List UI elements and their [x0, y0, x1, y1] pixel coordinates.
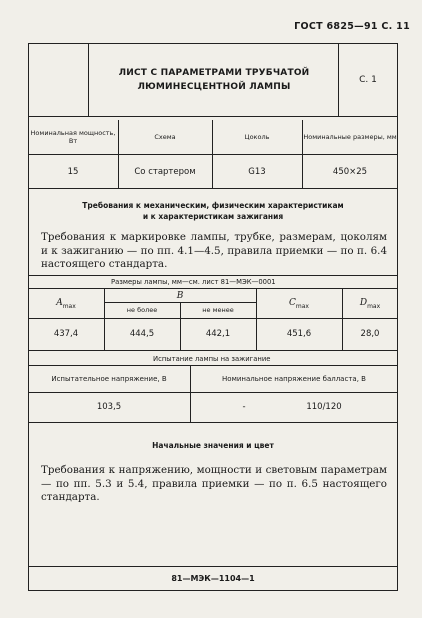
- column-d-max: [343, 290, 397, 318]
- column-d-symbol: D: [359, 298, 368, 309]
- table2-top-rule: [29, 275, 397, 276]
- table2-bottom-rule: [29, 350, 397, 351]
- value-base: G13: [248, 167, 266, 177]
- table3-divider: [190, 365, 191, 422]
- table3-header-rule: [29, 392, 397, 393]
- page-header: ГОСТ 6825—91 С. 11: [294, 21, 410, 32]
- value-ballast-voltage: 110/120: [306, 402, 342, 412]
- marking-requirements-paragraph: Требования к маркировке лампы, трубке, размерам, цоколям и к зажиганию — по пп. 4.1—4.5, правила приемки — по п. 6.4 настоящего стандарта.: [41, 231, 387, 270]
- column-b-max-header: не более: [126, 306, 158, 314]
- value-test-voltage: 103,5: [96, 402, 122, 412]
- value-c-max: 451,6: [286, 329, 312, 339]
- sheet-title-line1: ЛИСТ С ПАРАМЕТРАМИ ТРУБЧАТОЙ: [118, 68, 310, 78]
- header-ballast-voltage: Номинальное напряжение балласта, В: [222, 375, 366, 383]
- column-c-subscript: max: [295, 302, 309, 310]
- value-d-max: 28,0: [360, 329, 380, 339]
- sheet-title: [89, 44, 339, 116]
- column-b-symbol: B: [176, 291, 184, 301]
- header-base: Цоколь: [244, 133, 270, 141]
- column-b: [105, 290, 255, 302]
- table3-caption-rule: [29, 365, 397, 366]
- sheet-page-number: С. 1: [359, 75, 377, 85]
- section-heading-mechanical-line2: и к характеристикам зажигания: [142, 212, 284, 221]
- column-c-max: [257, 290, 341, 318]
- section-heading-mechanical: [29, 200, 397, 222]
- column-a-max: [29, 290, 103, 318]
- voltage-requirements-paragraph: Требования к напряжению, мощности и световым параметрам — по пп. 5.3 и 5.4, правила приемки — по п. 6.5 настоящего стандарта.: [41, 464, 387, 503]
- value-b-min: 442,1: [205, 329, 231, 339]
- column-a-symbol: A: [56, 298, 63, 309]
- column-b-min-header: не менее: [202, 306, 234, 314]
- section-heading-initial-values: Начальные значения и цвет: [152, 441, 274, 450]
- value-dimensions: 450×25: [332, 167, 368, 177]
- value-b-max: 444,5: [129, 329, 155, 339]
- sheet-title-line2: ЛЮМИНЕСЦЕНТНОЙ ЛАМПЫ: [137, 82, 291, 92]
- header-dimensions: Номинальные размеры, мм: [303, 133, 397, 141]
- column-a-subscript: max: [62, 302, 76, 310]
- value-power: 15: [67, 167, 79, 177]
- value-scheme: Со стартером: [134, 167, 196, 177]
- table1-header-rule: [29, 154, 397, 155]
- dimensions-caption: Размеры лампы, мм—см. лист 81—МЭК—0001: [111, 278, 276, 286]
- value-a-max: 437,4: [53, 329, 79, 339]
- ignition-caption: Испытание лампы на зажигание: [153, 355, 271, 363]
- header-power: Номинальная мощность, Вт: [30, 129, 116, 145]
- header-scheme: Схема: [154, 133, 176, 141]
- parameter-sheet: [28, 43, 398, 591]
- table3-bottom-rule: [29, 422, 397, 423]
- header-test-voltage: Испытательное напряжение, В: [51, 375, 167, 383]
- sheet-code: 81—МЭК—1104—1: [171, 574, 255, 583]
- value-ballast-dash: -: [242, 402, 246, 412]
- column-c-symbol: C: [289, 298, 296, 309]
- section-heading-mechanical-line1: Требования к механическим, физическим характеристикам: [82, 201, 344, 210]
- column-d-subscript: max: [367, 302, 381, 310]
- title-bottom-rule: [29, 116, 397, 117]
- table1-bottom-rule: [29, 188, 397, 189]
- footer-rule: [29, 566, 397, 567]
